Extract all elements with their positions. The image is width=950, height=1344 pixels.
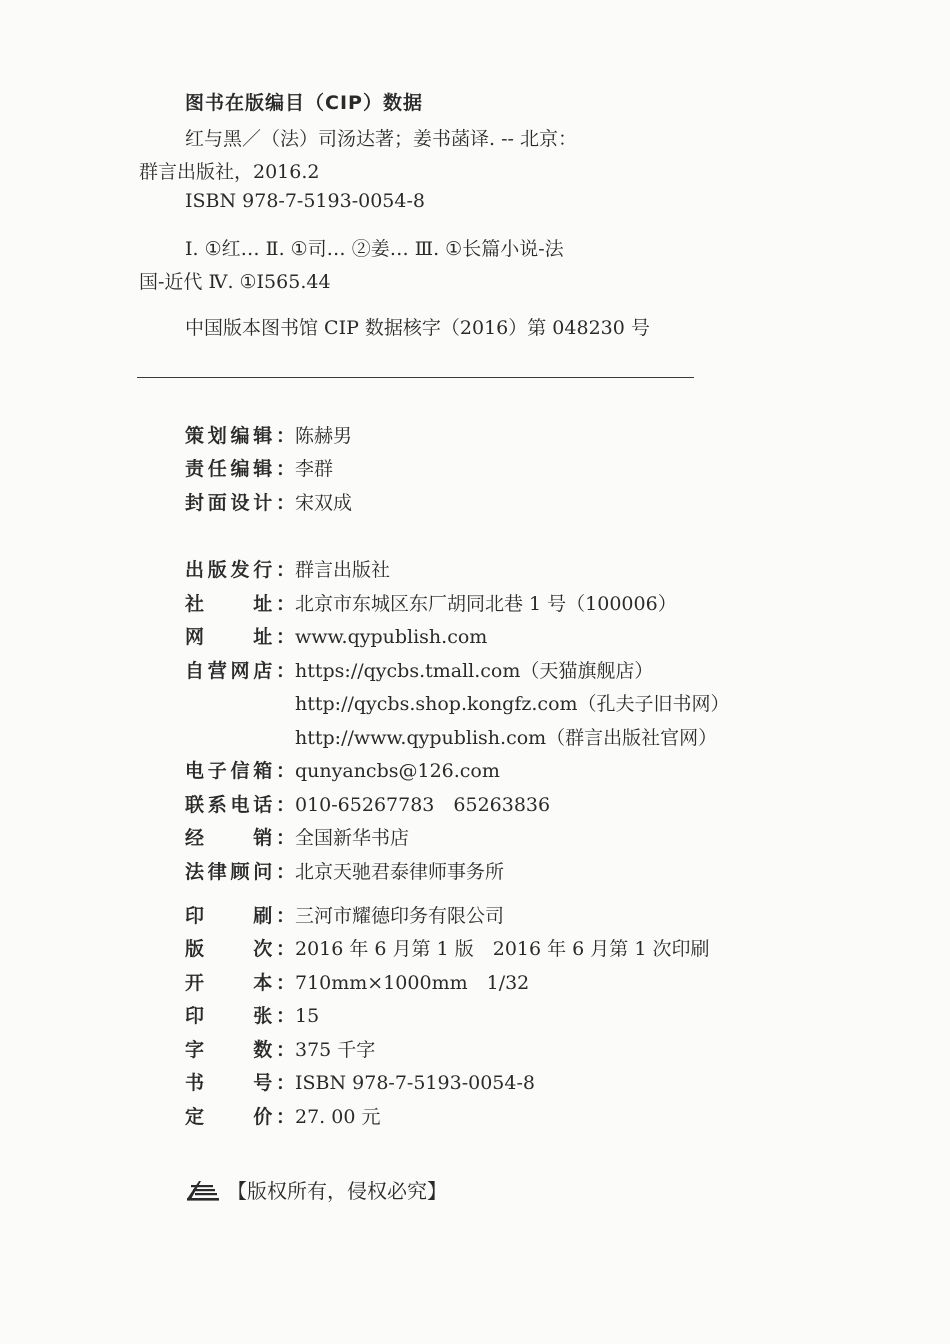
publisher-label: 网 址： [185,626,295,648]
spec-label: 定 价： [185,1106,295,1128]
cip-line-6: 中国版本图书馆 CIP 数据核字（2016）第 048230 号 [185,317,650,339]
spec-label: 印 张： [185,1005,295,1027]
spec-row-edition [185,933,709,965]
publisher-value: 北京天驰君泰律师事务所 [295,861,505,883]
spec-label: 开 本： [185,972,295,994]
editor-value: 宋双成 [295,492,353,514]
publisher-logo-icon [185,1177,221,1203]
cip-line-3: ISBN 978-7-5193-0054-8 [185,190,425,212]
publisher-label: 经 销： [185,827,295,849]
spec-value: 三河市耀德印务有限公司 [295,905,505,927]
store-link-tmall[interactable]: https://qycbs.tmall.com（天猫旗舰店） [295,660,654,682]
publisher-label: 自营网店： [185,660,295,682]
website-link[interactable]: www.qypublish.com [295,626,488,648]
spec-value: 15 [295,1005,320,1027]
divider-rule [137,377,694,378]
publisher-row-seller [185,822,409,854]
store-link-official[interactable]: http://www.qypublish.com（群言出版社官网） [295,727,718,749]
publisher-value: 群言出版社 [295,559,391,581]
cip-title: 图书在版编目（CIP）数据 [185,92,423,114]
editor-label: 责任编辑： [185,458,295,480]
editor-row-responsible [185,453,333,485]
spec-value: 375 千字 [295,1039,376,1061]
publisher-row-phone [185,789,550,821]
spec-row-sheets [185,1000,319,1032]
publisher-label: 出版发行： [185,559,295,581]
spec-label: 版 次： [185,938,295,960]
publisher-label: 社 址： [185,593,295,615]
editor-label: 封面设计： [185,492,295,514]
spec-label: 书 号： [185,1072,295,1094]
publisher-row-store [185,655,653,687]
publisher-row-legal [185,856,504,888]
cip-line-2: 群言出版社，2016.2 [139,161,320,183]
publisher-value: 010-65267783 65263836 [295,794,551,816]
editor-row-planning [185,420,352,452]
publisher-value: 全国新华书店 [295,827,410,849]
spec-value: 27. 00 元 [295,1106,381,1128]
publisher-value: 北京市东城区东厂胡同北巷 1 号（100006） [295,593,677,615]
editor-label: 策划编辑： [185,425,295,447]
publisher-row-address [185,588,677,620]
spec-value: ISBN 978-7-5193-0054-8 [295,1072,535,1094]
editor-value: 李群 [295,458,334,480]
spec-label: 印 刷： [185,905,295,927]
publisher-row-distribution [185,554,390,586]
spec-row-format [185,967,529,999]
email-link[interactable]: qunyancbs@126.com [295,760,500,782]
spec-value: 2016 年 6 月第 1 版 2016 年 6 月第 1 次印刷 [295,938,710,960]
cip-line-1: 红与黑／（法）司汤达著；姜书菡译. -- 北京： [185,128,577,150]
store-link-kongfz[interactable]: http://qycbs.shop.kongfz.com（孔夫子旧书网） [295,693,730,715]
editor-row-cover [185,487,352,519]
spec-value: 710mm×1000mm 1/32 [295,972,530,994]
copyright-text: 【版权所有，侵权必究】 [227,1179,447,1203]
copyright-notice [185,1175,447,1204]
editor-value: 陈赫男 [295,425,353,447]
spec-row-isbn [185,1067,535,1099]
publisher-label: 联系电话： [185,794,295,816]
publisher-label: 法律顾问： [185,861,295,883]
cip-line-4: Ⅰ. ①红… Ⅱ. ①司… ②姜… Ⅲ. ①长篇小说-法 [185,238,564,260]
spec-row-wordcount [185,1034,375,1066]
spec-row-price [185,1101,380,1133]
publisher-label: 电子信箱： [185,760,295,782]
spec-row-printing [185,900,504,932]
cip-line-5: 国-近代 Ⅳ. ①I565.44 [139,271,331,293]
publisher-row-website [185,621,487,653]
spec-label: 字 数： [185,1039,295,1061]
publisher-row-email [185,755,500,787]
